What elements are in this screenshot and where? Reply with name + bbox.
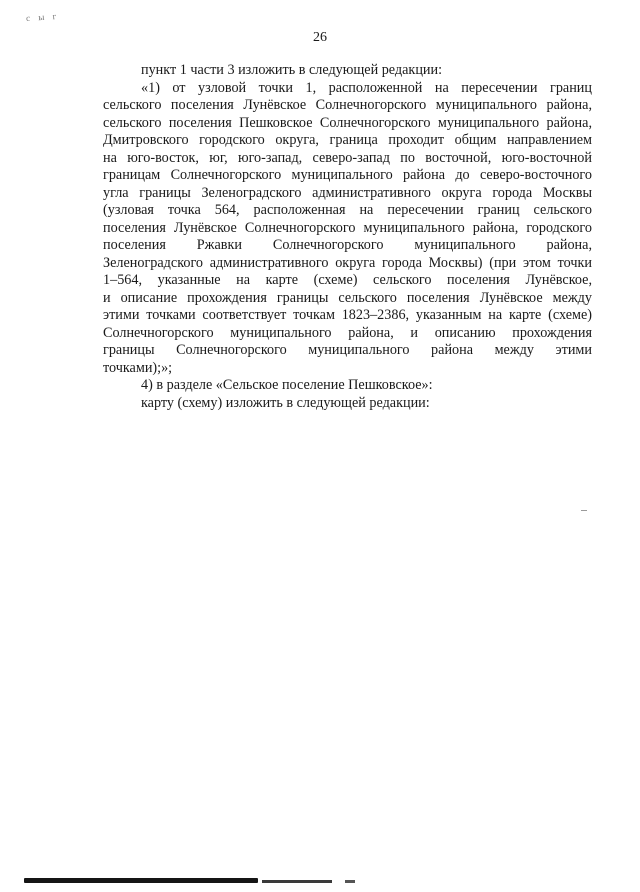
scan-edge-line (345, 880, 355, 883)
text-line: 4) в разделе «Сельское поселение Пешковское»: (141, 377, 433, 393)
text-line: Зеленоградского административного округа города Москвы) (при этом точки (103, 254, 592, 271)
handwritten-mark: с ы г (25, 10, 60, 24)
text-line: сельского поселения Пешковское Солнечногорского муниципального района, (103, 114, 592, 131)
text-line: Солнечногорского муниципального района, и описанию прохождения (103, 324, 592, 341)
text-line: карту (схему) изложить в следующей редакции: (141, 394, 430, 411)
text-line: 1–564, указанные на карте (схеме) сельского поселения Лунёвское, (103, 272, 592, 288)
text-line: точками);»; (103, 359, 173, 376)
scan-artifact (581, 510, 587, 511)
text-line: «1) от узловой точки 1, расположенной на пересечении границ (141, 79, 592, 96)
text-line: границам Солнечногорского муниципального района до северо-восточного (103, 167, 592, 183)
text-line: поселения Лунёвское Солнечногорского муниципального района, городского (103, 219, 592, 236)
text-line: сельского поселения Лунёвское Солнечногорского муниципального района, (103, 97, 592, 113)
scan-edge-line (24, 878, 258, 883)
page-number: 26 (313, 30, 327, 45)
body-text (103, 62, 592, 412)
text-line: Дмитровского городского округа, граница проходит общим направлением (103, 132, 592, 148)
text-line: пункт 1 части 3 изложить в следующей редакции: (141, 62, 443, 78)
scan-edge-line (262, 880, 332, 883)
text-line: этими точками соответствует точкам 1823–2386, указанным на карте (схеме) (103, 307, 592, 323)
text-line: и описание прохождения границы сельского поселения Лунёвское между (103, 289, 592, 306)
text-line: поселения Ржавки Солнечногорского муниципального района, (103, 237, 592, 253)
text-line: границы Солнечногорского муниципального района между этими (103, 342, 592, 358)
text-line: (узловая точка 564, расположенная на пересечении границ сельского (103, 202, 592, 218)
text-line: на юго-восток, юг, юго-запад, северо-запад по восточной, юго-восточной (103, 149, 592, 166)
text-line: угла границы Зеленоградского административного округа города Москвы (103, 184, 592, 201)
